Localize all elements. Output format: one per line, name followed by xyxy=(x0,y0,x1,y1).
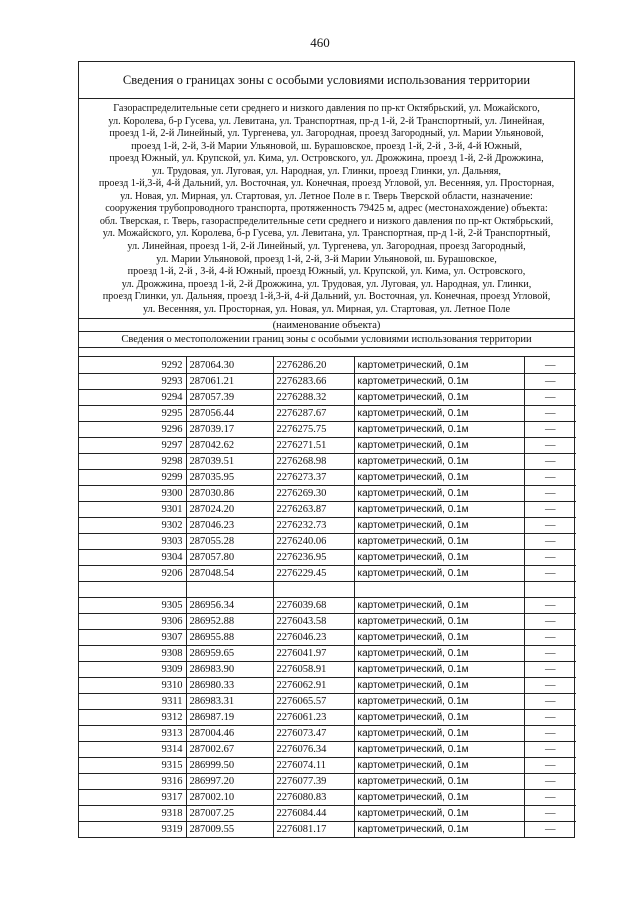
point-number-cell: 9307 xyxy=(79,629,186,645)
method-cell: картометрический, 0.1м xyxy=(354,741,524,757)
table-row xyxy=(79,645,576,661)
description-cell: — xyxy=(524,597,576,613)
point-number-cell: 9303 xyxy=(79,533,186,549)
method-cell: картометрический, 0.1м xyxy=(354,357,524,373)
table-row xyxy=(79,741,576,757)
point-number-cell: 9308 xyxy=(79,645,186,661)
point-number-cell: 9296 xyxy=(79,421,186,437)
method-cell: картометрический, 0.1м xyxy=(354,661,524,677)
description-cell: — xyxy=(524,789,576,805)
point-number-cell: 9319 xyxy=(79,821,186,837)
description-cell: — xyxy=(524,773,576,789)
description-cell: — xyxy=(524,389,576,405)
description-cell: — xyxy=(524,629,576,645)
x-coordinate-cell: 287048.54 xyxy=(186,565,273,581)
table-row xyxy=(79,629,576,645)
table-row xyxy=(79,773,576,789)
point-number-cell: 9305 xyxy=(79,597,186,613)
y-coordinate-cell: 2276058.91 xyxy=(273,661,354,677)
x-coordinate-cell: 287039.17 xyxy=(186,421,273,437)
table-row xyxy=(79,357,576,373)
description-cell: — xyxy=(524,693,576,709)
point-number-cell: 9294 xyxy=(79,389,186,405)
description-cell: — xyxy=(524,549,576,565)
point-number-cell: 9310 xyxy=(79,677,186,693)
method-cell: картометрический, 0.1м xyxy=(354,421,524,437)
x-coordinate-cell: 287039.51 xyxy=(186,453,273,469)
table-row xyxy=(79,677,576,693)
method-cell: картометрический, 0.1м xyxy=(354,405,524,421)
method-cell: картометрический, 0.1м xyxy=(354,821,524,837)
x-coordinate-cell: 286999.50 xyxy=(186,757,273,773)
x-coordinate-cell: 287035.95 xyxy=(186,469,273,485)
y-coordinate-cell: 2276273.37 xyxy=(273,469,354,485)
table-row xyxy=(79,389,576,405)
point-number-cell: 9300 xyxy=(79,485,186,501)
table-row xyxy=(79,453,576,469)
point-number-cell: 9297 xyxy=(79,437,186,453)
x-coordinate-cell: 286952.88 xyxy=(186,613,273,629)
y-coordinate-cell: 2276275.75 xyxy=(273,421,354,437)
x-coordinate-cell: 287046.23 xyxy=(186,517,273,533)
table-row xyxy=(79,565,576,581)
point-number-cell: 9306 xyxy=(79,613,186,629)
description-cell: — xyxy=(524,357,576,373)
object-description: Газораспределительные сети среднего и низкого давления по пр-кт Октябрьский, ул. Можайского, ул. Королева, б-р Гусева, ул. Левитана, ул. Транспортная, пр-д 1-й, 2-й Транспортный, ул. Линейная, проезд 1-й, 2-й Линейный, ул. Тургенева, ул. Загородная, проезд Загородный, ул. Марии Ульяновой, проезд 1-й, 2-й, 3-й Марии Ульяновой, ш. Бурашовское, проезд 1-й, 2-й , 3-й, 4-й Южный, проезд Южный, ул. Крупской, ул. Кима, ул. Островского, ул. Дрожжина, проезд 1-й, 2-й Дрожжина, ул. Трудовая, ул. Луговая, ул. Народная, ул. Глинки, проезд Глинки, ул. Дальняя, проезд 1-й,3-й, 4-й Дальний, ул. Восточная, ул. Конечная, проезд Угловой, ул. Весенняя, ул. Просторная, ул. Новая, ул. Мирная, ул. Стартовая, ул. Летное Поле в г. Тверь Тверской области, назначение: сооружения трубопроводного транспорта, протяженность 79425 м, адрес (местонахождение) объекта: обл. Тверская, г. Тверь, газораспределительные сети среднего и низкого давления по пр-кт Октябрьский, ул. Можайского, ул. Королева, б-р Гусева, ул. Левитана, ул. Транспортная, пр-д 1-й, 2-й Транспортный, ул. Линейная, проезд 1-й, 2-й Линейный, ул. Тургенева, ул. Загородная, проезд Загородный, ул. Марии Ульяновой, проезд 1-й, 2-й, 3-й Марии Ульяновой, ш. Бурашовское, проезд 1-й, 2-й , 3-й, 4-й Южный, проезд Южный, ул. Крупской, ул. Кима, ул. Островского, ул. Дрожжина, проезд 1-й, 2-й Дрожжина, ул. Трудовая, ул. Луговая, ул. Народная, ул. Глинки, проезд Глинки, ул. Дальняя, проезд 1-й,3-й, 4-й Дальний, ул. Восточная, ул. Конечная, проезд Угловой, ул. Весенняя, ул. Просторная, ул. Новая, ул. Мирная, ул. Стартовая, ул. Летное Поле xyxy=(98,103,555,315)
description-cell: — xyxy=(524,757,576,773)
y-coordinate-cell: 2276084.44 xyxy=(273,805,354,821)
y-coordinate-cell: 2276263.87 xyxy=(273,501,354,517)
y-coordinate-cell: 2276074.11 xyxy=(273,757,354,773)
point-number-cell: 9309 xyxy=(79,661,186,677)
description-cell: — xyxy=(524,709,576,725)
point-number-cell: 9318 xyxy=(79,805,186,821)
table-row xyxy=(79,549,576,565)
x-coordinate-cell: 286980.33 xyxy=(186,677,273,693)
table-row xyxy=(79,597,576,613)
y-coordinate-cell: 2276065.57 xyxy=(273,693,354,709)
x-coordinate-cell: 287057.39 xyxy=(186,389,273,405)
method-cell: картометрический, 0.1м xyxy=(354,773,524,789)
point-number-cell: 9302 xyxy=(79,517,186,533)
coordinates-table xyxy=(79,357,576,837)
table-row xyxy=(79,405,576,421)
y-coordinate-cell: 2276240.06 xyxy=(273,533,354,549)
table-row xyxy=(79,789,576,805)
x-coordinate-cell: 286997.20 xyxy=(186,773,273,789)
description-cell: — xyxy=(524,661,576,677)
description-cell: — xyxy=(524,677,576,693)
method-cell: картометрический, 0.1м xyxy=(354,453,524,469)
description-cell: — xyxy=(524,645,576,661)
point-number-cell: 9206 xyxy=(79,565,186,581)
y-coordinate-cell: 2276268.98 xyxy=(273,453,354,469)
empty-cell xyxy=(354,581,524,597)
table-row xyxy=(79,757,576,773)
description-cell: — xyxy=(524,469,576,485)
point-number-cell: 9311 xyxy=(79,693,186,709)
method-cell: картометрический, 0.1м xyxy=(354,469,524,485)
method-cell: картометрический, 0.1м xyxy=(354,373,524,389)
description-cell: — xyxy=(524,741,576,757)
point-number-cell: 9293 xyxy=(79,373,186,389)
x-coordinate-cell: 287061.21 xyxy=(186,373,273,389)
zone-boundary-document xyxy=(78,61,575,838)
x-coordinate-cell: 286983.31 xyxy=(186,693,273,709)
description-cell: — xyxy=(524,501,576,517)
method-cell: картометрический, 0.1м xyxy=(354,725,524,741)
method-cell: картометрический, 0.1м xyxy=(354,549,524,565)
x-coordinate-cell: 287007.25 xyxy=(186,805,273,821)
method-cell: картометрический, 0.1м xyxy=(354,677,524,693)
y-coordinate-cell: 2276073.47 xyxy=(273,725,354,741)
method-cell: картометрический, 0.1м xyxy=(354,389,524,405)
x-coordinate-cell: 287057.80 xyxy=(186,549,273,565)
table-row xyxy=(79,421,576,437)
description-cell: — xyxy=(524,805,576,821)
x-coordinate-cell: 286956.34 xyxy=(186,597,273,613)
empty-cell xyxy=(186,581,273,597)
method-cell: картометрический, 0.1м xyxy=(354,757,524,773)
y-coordinate-cell: 2276269.30 xyxy=(273,485,354,501)
table-row xyxy=(79,517,576,533)
y-coordinate-cell: 2276271.51 xyxy=(273,437,354,453)
method-cell: картометрический, 0.1м xyxy=(354,517,524,533)
x-coordinate-cell: 286959.65 xyxy=(186,645,273,661)
y-coordinate-cell: 2276061.23 xyxy=(273,709,354,725)
y-coordinate-cell: 2276039.68 xyxy=(273,597,354,613)
point-number-cell: 9301 xyxy=(79,501,186,517)
method-cell: картометрический, 0.1м xyxy=(354,565,524,581)
point-number-cell: 9298 xyxy=(79,453,186,469)
x-coordinate-cell: 286983.90 xyxy=(186,661,273,677)
x-coordinate-cell: 287002.10 xyxy=(186,789,273,805)
page-number: 460 xyxy=(310,35,330,50)
description-cell: — xyxy=(524,613,576,629)
point-number-cell: 9316 xyxy=(79,773,186,789)
description-cell: — xyxy=(524,373,576,389)
x-coordinate-cell: 286955.88 xyxy=(186,629,273,645)
x-coordinate-cell: 287009.55 xyxy=(186,821,273,837)
point-number-cell: 9299 xyxy=(79,469,186,485)
point-number-cell: 9312 xyxy=(79,709,186,725)
table-row xyxy=(79,693,576,709)
object-name-caption: (наименование объекта) xyxy=(79,318,574,332)
method-cell: картометрический, 0.1м xyxy=(354,501,524,517)
description-cell: — xyxy=(524,453,576,469)
x-coordinate-cell: 287024.20 xyxy=(186,501,273,517)
y-coordinate-cell: 2276041.97 xyxy=(273,645,354,661)
document-title: Сведения о границах зоны с особыми условиями использования территории xyxy=(79,62,574,99)
y-coordinate-cell: 2276236.95 xyxy=(273,549,354,565)
description-cell: — xyxy=(524,405,576,421)
point-number-cell: 9315 xyxy=(79,757,186,773)
description-cell: — xyxy=(524,437,576,453)
table-row xyxy=(79,725,576,741)
method-cell: картометрический, 0.1м xyxy=(354,613,524,629)
x-coordinate-cell: 287030.86 xyxy=(186,485,273,501)
table-gap-row xyxy=(79,581,576,597)
table-row xyxy=(79,469,576,485)
description-cell: — xyxy=(524,421,576,437)
y-coordinate-cell: 2276232.73 xyxy=(273,517,354,533)
empty-cell xyxy=(273,581,354,597)
method-cell: картометрический, 0.1м xyxy=(354,709,524,725)
table-row xyxy=(79,613,576,629)
y-coordinate-cell: 2276287.67 xyxy=(273,405,354,421)
table-row xyxy=(79,373,576,389)
y-coordinate-cell: 2276077.39 xyxy=(273,773,354,789)
x-coordinate-cell: 286987.19 xyxy=(186,709,273,725)
method-cell: картометрический, 0.1м xyxy=(354,805,524,821)
x-coordinate-cell: 287056.44 xyxy=(186,405,273,421)
table-row xyxy=(79,533,576,549)
table-row xyxy=(79,485,576,501)
empty-cell xyxy=(524,581,576,597)
y-coordinate-cell: 2276081.17 xyxy=(273,821,354,837)
x-coordinate-cell: 287042.62 xyxy=(186,437,273,453)
method-cell: картометрический, 0.1м xyxy=(354,693,524,709)
description-cell: — xyxy=(524,517,576,533)
description-cell: — xyxy=(524,485,576,501)
description-cell: — xyxy=(524,821,576,837)
point-number-cell: 9304 xyxy=(79,549,186,565)
empty-cell xyxy=(79,581,186,597)
table-row xyxy=(79,437,576,453)
table-row xyxy=(79,501,576,517)
y-coordinate-cell: 2276286.20 xyxy=(273,357,354,373)
description-cell: — xyxy=(524,533,576,549)
y-coordinate-cell: 2276283.66 xyxy=(273,373,354,389)
method-cell: картометрический, 0.1м xyxy=(354,629,524,645)
method-cell: картометрический, 0.1м xyxy=(354,533,524,549)
description-cell: — xyxy=(524,725,576,741)
y-coordinate-cell: 2276288.32 xyxy=(273,389,354,405)
method-cell: картометрический, 0.1м xyxy=(354,597,524,613)
coordinates-table-body xyxy=(79,357,576,837)
method-cell: картометрический, 0.1м xyxy=(354,485,524,501)
table-row xyxy=(79,709,576,725)
x-coordinate-cell: 287004.46 xyxy=(186,725,273,741)
x-coordinate-cell: 287064.30 xyxy=(186,357,273,373)
point-number-cell: 9292 xyxy=(79,357,186,373)
x-coordinate-cell: 287002.67 xyxy=(186,741,273,757)
x-coordinate-cell: 287055.28 xyxy=(186,533,273,549)
point-number-cell: 9313 xyxy=(79,725,186,741)
table-row xyxy=(79,821,576,837)
header-spacer xyxy=(79,348,574,357)
y-coordinate-cell: 2276043.58 xyxy=(273,613,354,629)
description-cell: — xyxy=(524,565,576,581)
point-number-cell: 9314 xyxy=(79,741,186,757)
y-coordinate-cell: 2276076.34 xyxy=(273,741,354,757)
table-row xyxy=(79,805,576,821)
y-coordinate-cell: 2276062.91 xyxy=(273,677,354,693)
y-coordinate-cell: 2276229.45 xyxy=(273,565,354,581)
y-coordinate-cell: 2276046.23 xyxy=(273,629,354,645)
method-cell: картометрический, 0.1м xyxy=(354,437,524,453)
table-row xyxy=(79,661,576,677)
method-cell: картометрический, 0.1м xyxy=(354,789,524,805)
y-coordinate-cell: 2276080.83 xyxy=(273,789,354,805)
point-number-cell: 9295 xyxy=(79,405,186,421)
method-cell: картометрический, 0.1м xyxy=(354,645,524,661)
point-number-cell: 9317 xyxy=(79,789,186,805)
location-header: Сведения о местоположении границ зоны с особыми условиями использования территории xyxy=(79,332,574,348)
